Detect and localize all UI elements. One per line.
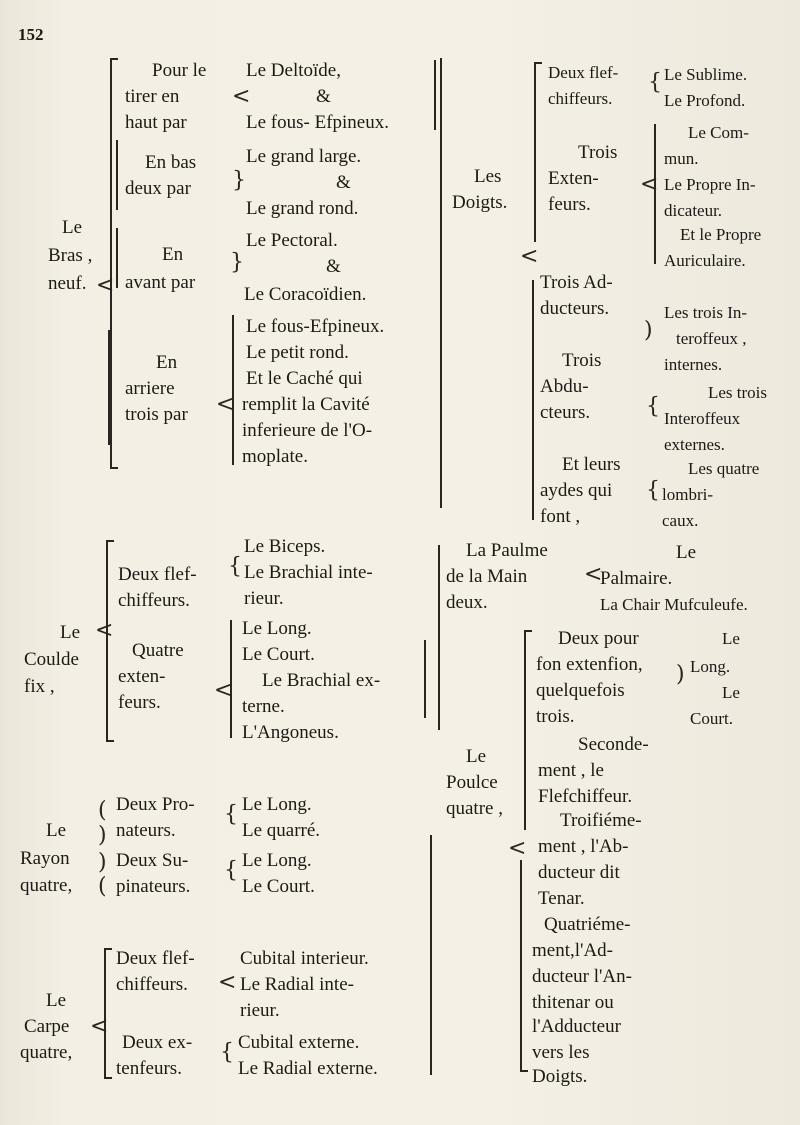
doigts-ext-muscle-1: Le Com- xyxy=(688,123,749,142)
carpe-g2-muscle-2: Le Radial externe. xyxy=(238,1058,378,1079)
poulce-line-1: Seconde- xyxy=(578,734,649,755)
bras-g3-label-1: En xyxy=(162,244,184,265)
poulce-ext-muscle-4: Court. xyxy=(690,709,733,728)
bracket-tick xyxy=(520,1070,528,1072)
bracket-tick xyxy=(110,58,118,60)
bras-g1-label-1: Pour le xyxy=(152,60,207,81)
brace-icon: ) xyxy=(676,662,685,687)
bracket-tick xyxy=(104,948,112,950)
carpe-heading-2: Carpe xyxy=(24,1016,70,1037)
paulme-label-1: La Paulme xyxy=(466,540,548,561)
doigts-add-label-1: Trois Ad- xyxy=(540,272,613,293)
brace-icon: ( xyxy=(98,798,107,823)
doigts-ext-muscle-6: Auriculaire. xyxy=(664,251,746,270)
bras-g1-label-3: haut par xyxy=(125,112,187,133)
doigts-flech-muscle-2: Le Profond. xyxy=(664,91,746,110)
brace-left-icon: < xyxy=(508,836,527,861)
doigts-flech-label-1: Deux flef- xyxy=(548,63,619,82)
doigts-ext-muscle-4: dicateur. xyxy=(664,201,723,220)
bras-g1-label-2: tirer en xyxy=(125,86,180,107)
paulme-muscle-3: La Chair Mufculeufe. xyxy=(600,595,748,614)
coude-g1-label-2: chiffeurs. xyxy=(118,590,190,611)
coude-g2-muscle-5: L'Angoneus. xyxy=(242,722,339,743)
bracket-tick xyxy=(106,540,114,542)
brace-left-icon: < xyxy=(520,244,539,269)
doigts-aydes-muscle-3: caux. xyxy=(662,511,699,530)
carpe-heading-3: quatre, xyxy=(20,1042,73,1063)
poulce-heading-2: Poulce xyxy=(446,772,498,793)
doigts-aydes-label-2: aydes qui xyxy=(540,480,613,501)
bras-g4-label-3: trois par xyxy=(125,404,188,425)
bras-g1-muscle-2: & xyxy=(316,86,331,107)
bras-g1-muscle-3: Le fous- Efpineux. xyxy=(246,112,389,133)
brace-icon: ) xyxy=(98,850,107,875)
bracket-tick xyxy=(106,740,114,742)
bras-g4-muscle-3: Et le Caché qui xyxy=(246,368,363,389)
brace-icon: ) xyxy=(98,823,107,848)
doigts-abd-muscle-2: Interoffeux xyxy=(664,409,741,428)
paulme-label-2: de la Main xyxy=(446,566,528,587)
bracket-rule xyxy=(532,280,534,520)
carpe-g1-muscle-2: Le Radial inte- xyxy=(240,974,354,995)
brace-icon: < xyxy=(214,678,233,703)
bras-g2-muscle-2: & xyxy=(336,172,351,193)
brace-icon: { xyxy=(646,394,660,419)
doigts-add-muscle-1: Les trois In- xyxy=(664,303,748,322)
doigts-aydes-muscle-1: Les quatre xyxy=(688,459,760,478)
rayon-g1-muscle-2: Le quarré. xyxy=(242,820,321,841)
carpe-heading-1: Le xyxy=(46,990,67,1011)
bras-g2-muscle-3: Le grand rond. xyxy=(246,198,359,219)
doigts-heading-1: Les xyxy=(474,166,502,187)
brace-icon: < xyxy=(216,392,235,417)
coude-g2-label-2: exten- xyxy=(118,666,166,687)
bras-g4-muscle-2: Le petit rond. xyxy=(246,342,349,363)
page-number: 152 xyxy=(18,25,44,44)
brace-icon: < xyxy=(218,970,237,995)
coude-g2-muscle-3: Le Brachial ex- xyxy=(262,670,381,691)
brace-icon: } xyxy=(230,250,244,275)
poulce-line-3: Flefchiffeur. xyxy=(538,786,633,807)
coude-g2-muscle-4: terne. xyxy=(242,696,285,717)
brace-icon: ) xyxy=(644,318,653,343)
divider-rule xyxy=(430,835,432,1075)
poulce-line-14: Doigts. xyxy=(532,1066,588,1087)
poulce-line-6: ducteur dit xyxy=(538,862,620,883)
carpe-g2-muscle-1: Cubital externe. xyxy=(238,1032,360,1053)
doigts-ext-muscle-3: Le Propre In- xyxy=(664,175,756,194)
poulce-heading-1: Le xyxy=(466,746,487,767)
doigts-abd-label-2: Abdu- xyxy=(540,376,589,397)
bras-g2-label-1: En bas xyxy=(145,152,197,173)
doigts-ext-label-1: Trois xyxy=(578,142,618,163)
bras-heading-1: Le xyxy=(62,217,83,238)
poulce-line-8: Quatriéme- xyxy=(544,914,631,935)
doigts-add-muscle-2: teroffeux , xyxy=(676,329,747,348)
brace-left-icon: < xyxy=(90,1014,109,1039)
carpe-g1-label-2: chiffeurs. xyxy=(116,974,188,995)
brace-icon: ( xyxy=(98,874,107,899)
brace-icon: { xyxy=(224,802,238,827)
bras-g4-muscle-1: Le fous-Efpineux. xyxy=(246,316,385,337)
doigts-flech-label-2: chiffeurs. xyxy=(548,89,613,108)
rayon-g2-muscle-2: Le Court. xyxy=(242,876,315,897)
bras-g2-label-2: deux par xyxy=(125,178,191,199)
rayon-heading-3: quatre, xyxy=(20,875,73,896)
bras-g4-muscle-5: inferieure de l'O- xyxy=(242,420,373,441)
rayon-heading-2: Rayon xyxy=(20,848,70,869)
poulce-line-11: thitenar ou xyxy=(532,992,614,1013)
bras-g2-muscle-1: Le grand large. xyxy=(246,146,362,167)
brace-icon: < xyxy=(232,84,251,109)
poulce-line-9: ment,l'Ad- xyxy=(532,940,613,961)
poulce-ext-muscle-3: Le xyxy=(722,683,740,702)
carpe-g1-muscle-1: Cubital interieur. xyxy=(240,948,369,969)
poulce-line-4: Troifiéme- xyxy=(560,810,642,831)
bracket-rule xyxy=(116,140,118,210)
coude-g2-muscle-2: Le Court. xyxy=(242,644,315,665)
paulme-muscle-1: Le xyxy=(676,542,697,563)
carpe-g2-label-1: Deux ex- xyxy=(122,1032,193,1053)
carpe-g1-label-1: Deux flef- xyxy=(116,948,195,969)
carpe-g1-muscle-3: rieur. xyxy=(240,1000,280,1021)
bras-g4-muscle-4: remplit la Cavité xyxy=(242,394,370,415)
rayon-g2-label-1: Deux Su- xyxy=(116,850,189,871)
poulce-line-12: l'Adducteur xyxy=(532,1016,621,1037)
doigts-abd-label-3: cteurs. xyxy=(540,402,591,423)
doigts-aydes-label-1: Et leurs xyxy=(562,454,621,475)
bracket-rule xyxy=(104,948,106,1078)
doigts-ext-muscle-5: Et le Propre xyxy=(680,225,762,244)
coude-heading-2: Coulde xyxy=(24,649,79,670)
rayon-g1-muscle-1: Le Long. xyxy=(242,794,312,815)
poulce-ext-label-3: quelquefois xyxy=(536,680,625,701)
coude-g1-label-1: Deux flef- xyxy=(118,564,197,585)
doigts-flech-muscle-1: Le Sublime. xyxy=(664,65,748,84)
doigts-abd-label-1: Trois xyxy=(562,350,602,371)
bracket-rule xyxy=(424,640,426,718)
bracket-tick xyxy=(110,467,118,469)
bracket-rule xyxy=(232,315,234,465)
brace-icon: < xyxy=(584,562,603,587)
coude-g2-muscle-1: Le Long. xyxy=(242,618,312,639)
brace-icon: { xyxy=(648,70,662,95)
doigts-abd-muscle-1: Les trois xyxy=(708,383,768,402)
doigts-aydes-muscle-2: lombri- xyxy=(662,485,713,504)
bracket-tick xyxy=(534,62,542,64)
bracket-rule xyxy=(654,124,656,264)
bras-heading-2: Bras , xyxy=(48,245,93,266)
brace-icon: } xyxy=(232,168,246,193)
bracket-rule xyxy=(110,58,112,468)
bras-g3-muscle-3: Le Coracoïdien. xyxy=(244,284,367,305)
bras-heading-3: neuf. xyxy=(48,273,87,294)
rayon-g1-label-2: nateurs. xyxy=(116,820,176,841)
bracket-rule xyxy=(524,630,526,830)
bras-g4-label-1: En xyxy=(156,352,178,373)
bracket-rule xyxy=(520,860,522,1070)
bracket-rule xyxy=(534,62,536,242)
bracket-tick xyxy=(524,630,532,632)
coude-heading-1: Le xyxy=(60,622,81,643)
brace-icon: { xyxy=(220,1040,234,1065)
coude-g1-muscle-1: Le Biceps. xyxy=(244,536,326,557)
bracket-rule xyxy=(106,540,108,740)
doigts-aydes-label-3: font , xyxy=(540,506,581,527)
poulce-line-5: ment , l'Ab- xyxy=(538,836,629,857)
doigts-abd-muscle-3: externes. xyxy=(664,435,725,454)
bras-g3-label-2: avant par xyxy=(125,272,196,293)
rayon-g1-label-1: Deux Pro- xyxy=(116,794,195,815)
doigts-add-muscle-3: internes. xyxy=(664,355,723,374)
brace-icon: { xyxy=(646,478,660,503)
doigts-ext-label-2: Exten- xyxy=(548,168,599,189)
bras-g3-muscle-1: Le Pectoral. xyxy=(246,230,338,251)
doigts-heading-2: Doigts. xyxy=(452,192,508,213)
doigts-ext-muscle-2: mun. xyxy=(664,149,699,168)
poulce-ext-label-2: fon extenfion, xyxy=(536,654,643,675)
paulme-muscle-2: Palmaire. xyxy=(600,568,673,589)
poulce-line-10: ducteur l'An- xyxy=(532,966,632,987)
coude-g1-muscle-3: rieur. xyxy=(244,588,284,609)
brace-icon: { xyxy=(228,554,242,579)
poulce-ext-label-1: Deux pour xyxy=(558,628,639,649)
rayon-g2-label-2: pinateurs. xyxy=(116,876,191,897)
poulce-line-13: vers les xyxy=(532,1042,590,1063)
bracket-rule xyxy=(434,60,436,130)
poulce-ext-muscle-1: Le xyxy=(722,629,740,648)
paulme-label-3: deux. xyxy=(446,592,488,613)
bracket-rule xyxy=(116,228,118,288)
divider-rule xyxy=(438,545,440,730)
poulce-ext-label-4: trois. xyxy=(536,706,575,727)
doigts-ext-label-3: feurs. xyxy=(548,194,591,215)
brace-icon: { xyxy=(224,858,238,883)
doigts-add-label-2: ducteurs. xyxy=(540,298,610,319)
poulce-line-7: Tenar. xyxy=(538,888,585,909)
brace-icon: < xyxy=(640,172,659,197)
coude-g1-muscle-2: Le Brachial inte- xyxy=(244,562,373,583)
poulce-heading-3: quatre , xyxy=(446,798,503,819)
coude-heading-3: fix , xyxy=(24,676,55,697)
rayon-heading-1: Le xyxy=(46,820,67,841)
bracket-tick xyxy=(104,1077,112,1079)
bras-g4-label-2: arriere xyxy=(125,378,175,399)
bras-g3-muscle-2: & xyxy=(326,256,341,277)
bras-g4-muscle-6: moplate. xyxy=(242,446,308,467)
brace-left-icon: < xyxy=(96,273,115,298)
brace-left-icon: < xyxy=(95,618,114,643)
coude-g2-label-3: feurs. xyxy=(118,692,161,713)
bracket-rule xyxy=(230,620,232,738)
rayon-g2-muscle-1: Le Long. xyxy=(242,850,312,871)
poulce-ext-muscle-2: Long. xyxy=(690,657,731,676)
poulce-line-2: ment , le xyxy=(538,760,604,781)
divider-rule xyxy=(440,58,442,508)
carpe-g2-label-2: tenfeurs. xyxy=(116,1058,182,1079)
bracket-rule xyxy=(108,330,110,445)
coude-g2-label-1: Quatre xyxy=(132,640,184,661)
bras-g1-muscle-1: Le Deltoïde, xyxy=(246,60,341,81)
